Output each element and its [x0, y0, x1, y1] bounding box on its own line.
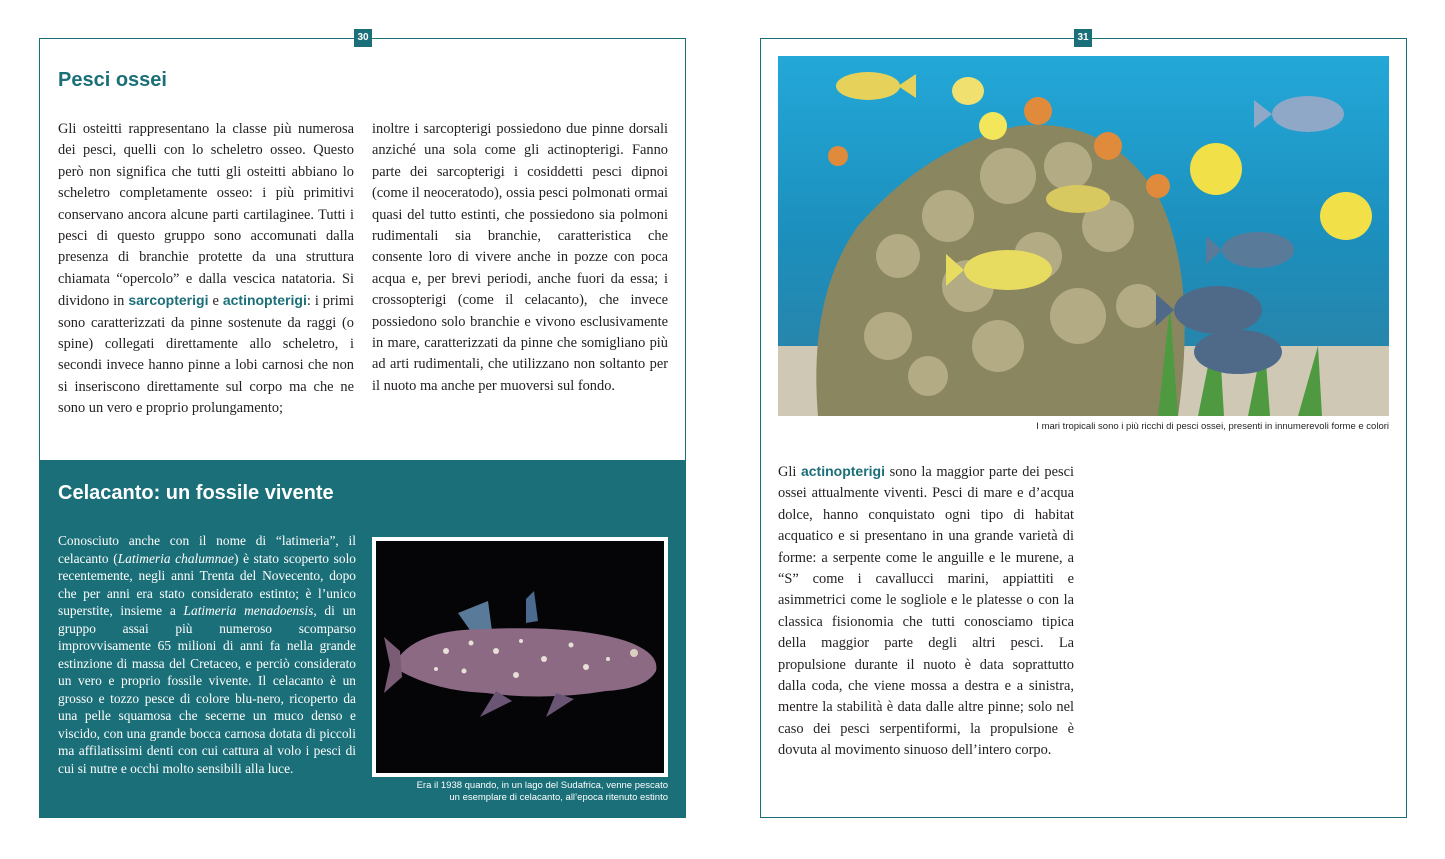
right-page: [760, 32, 1407, 818]
term-sarcopterigi: sarcopterigi: [128, 292, 209, 309]
coelacanth-sidebar: [40, 460, 685, 817]
sidebar-text: [58, 532, 356, 777]
scientific-name: Latimeria menadoensis: [183, 603, 314, 618]
page-number: 30: [354, 29, 372, 47]
left-page: [39, 32, 686, 818]
coral-reef-photo: [778, 56, 1389, 416]
reef-photo-caption: I mari tropicali sono i più ricchi di pesci ossei, presenti in innumerevoli forme e colori: [1036, 421, 1389, 432]
right-column-text: inoltre i sarcopterigi possiedono due pinne dorsali anziché una sola come gli actinopterigi. Fanno parte dei sarcopterigi i cosiddetti pesci dipnoi (come il neoceratodo), ossia pesci polmonati ormai quasi del tutto estinti, che possiedono sia polmoni rudimentali sia branchie, caratteristica che consente loro di vivere anche in pozze con poca acqua e, per brevi periodi, anche fuori da essa; i crossopterigi (come il celacanto), che invece possiedono solo branchie e vivono esclusivamente in mare, caratterizzati da pinne che somigliano più ad arti rudimentali, che utilizzano non soltanto per il nuoto ma anche per muoversi sul fondo.: [372, 121, 668, 394]
text-run: Gli: [778, 464, 801, 480]
coelacanth-photo: [376, 541, 664, 773]
text-run: : i primi sono caratterizzati da pinne sostenute da raggi (o spine) collegati direttamente allo scheletro, i secondi invece hanno pinne a lobi carnosi che non si inseriscono direttamente sul corpo ma che ne sono un vero e proprio prolungamento;: [58, 293, 354, 417]
text-run: Conosciuto anche con il nome di “latimeria”, il celacanto (: [58, 533, 356, 566]
page-number: 31: [1074, 29, 1092, 47]
scientific-name: Latimeria chalumnae: [117, 550, 234, 566]
coelacanth-photo-caption: [372, 780, 668, 804]
text-run: Gli osteitti rappresentano la classe più numerosa dei pesci, quelli con lo scheletro osseo. Questo però non significa che tutti gli osteitti abbiano lo scheletro completamente osseo: i più primitivi conservano ancora alcune parti cartilaginee. Tutti i pesci di questo gruppo sono accomunati dalla presenza di branchie protette da una struttura chiamata “opercolo” e dalla vescica natatoria. Si dividono in: [58, 121, 354, 310]
text-run: e: [208, 293, 223, 310]
actinopterigi-paragraph: [778, 461, 1074, 762]
text-run: ) è stato scoperto solo recentemente, negli anni Trenta del Novecento, dopo che per anni era stato considerato estinto; è l’unico superstite, insieme a: [58, 550, 356, 618]
left-column-text: [58, 119, 354, 420]
sidebar-title: Celacanto: un fossile vivente: [58, 482, 334, 504]
section-title: Pesci ossei: [58, 69, 167, 91]
caption-line: un esemplare di celacanto, all’epoca ritenuto estinto: [449, 792, 668, 803]
text-run: sono la maggior parte dei pesci ossei attualmente viventi. Pesci di mare e d’acqua dolce, hanno conquistato ogni tipo di habitat acquatico e si presentano in una grande varietà di forme: a serpente come le anguille e le murene, a “S” come i cavallucci marini, appiattiti e asimmetrici come le sogliole e le platesse o con la classica fisionomia che tutti conosciamo tipica della maggior parte degli altri pesci. La propulsione durante il nuoto è data soprattutto dalla coda, che viene mossa a destra e a sinistra, mentre la stabilità è data dalle altre pinne; solo nel caso dei pesci serpentiformi, la propulsione è dovuta al movimento sinuoso dell’intero corpo.: [778, 464, 1074, 759]
caption-line: Era il 1938 quando, in un lago del Sudafrica, venne pescato: [416, 780, 668, 791]
term-actinopterigi: actinopterigi: [800, 463, 885, 479]
term-actinopterigi: actinopterigi: [222, 292, 307, 309]
text-run: , di un gruppo assai più numeroso scomparso improvvisamente 65 milioni di anni fa nella grande estinzione di massa del Cretaceo, e perciò considerato un vero e proprio fossile vivente. Il celacanto è un grosso e tozzo pesce di colore blu-nero, ricoperto da una pelle squamosa che secerne un muco denso e viscido, con una grande bocca carnosa dotata di piccoli ma affilatissimi denti con cui cattura al volo i pesci di cui si nutre e occhi molto sensibili alla luce.: [58, 603, 356, 776]
coelacanth-photo-frame: [372, 537, 668, 777]
